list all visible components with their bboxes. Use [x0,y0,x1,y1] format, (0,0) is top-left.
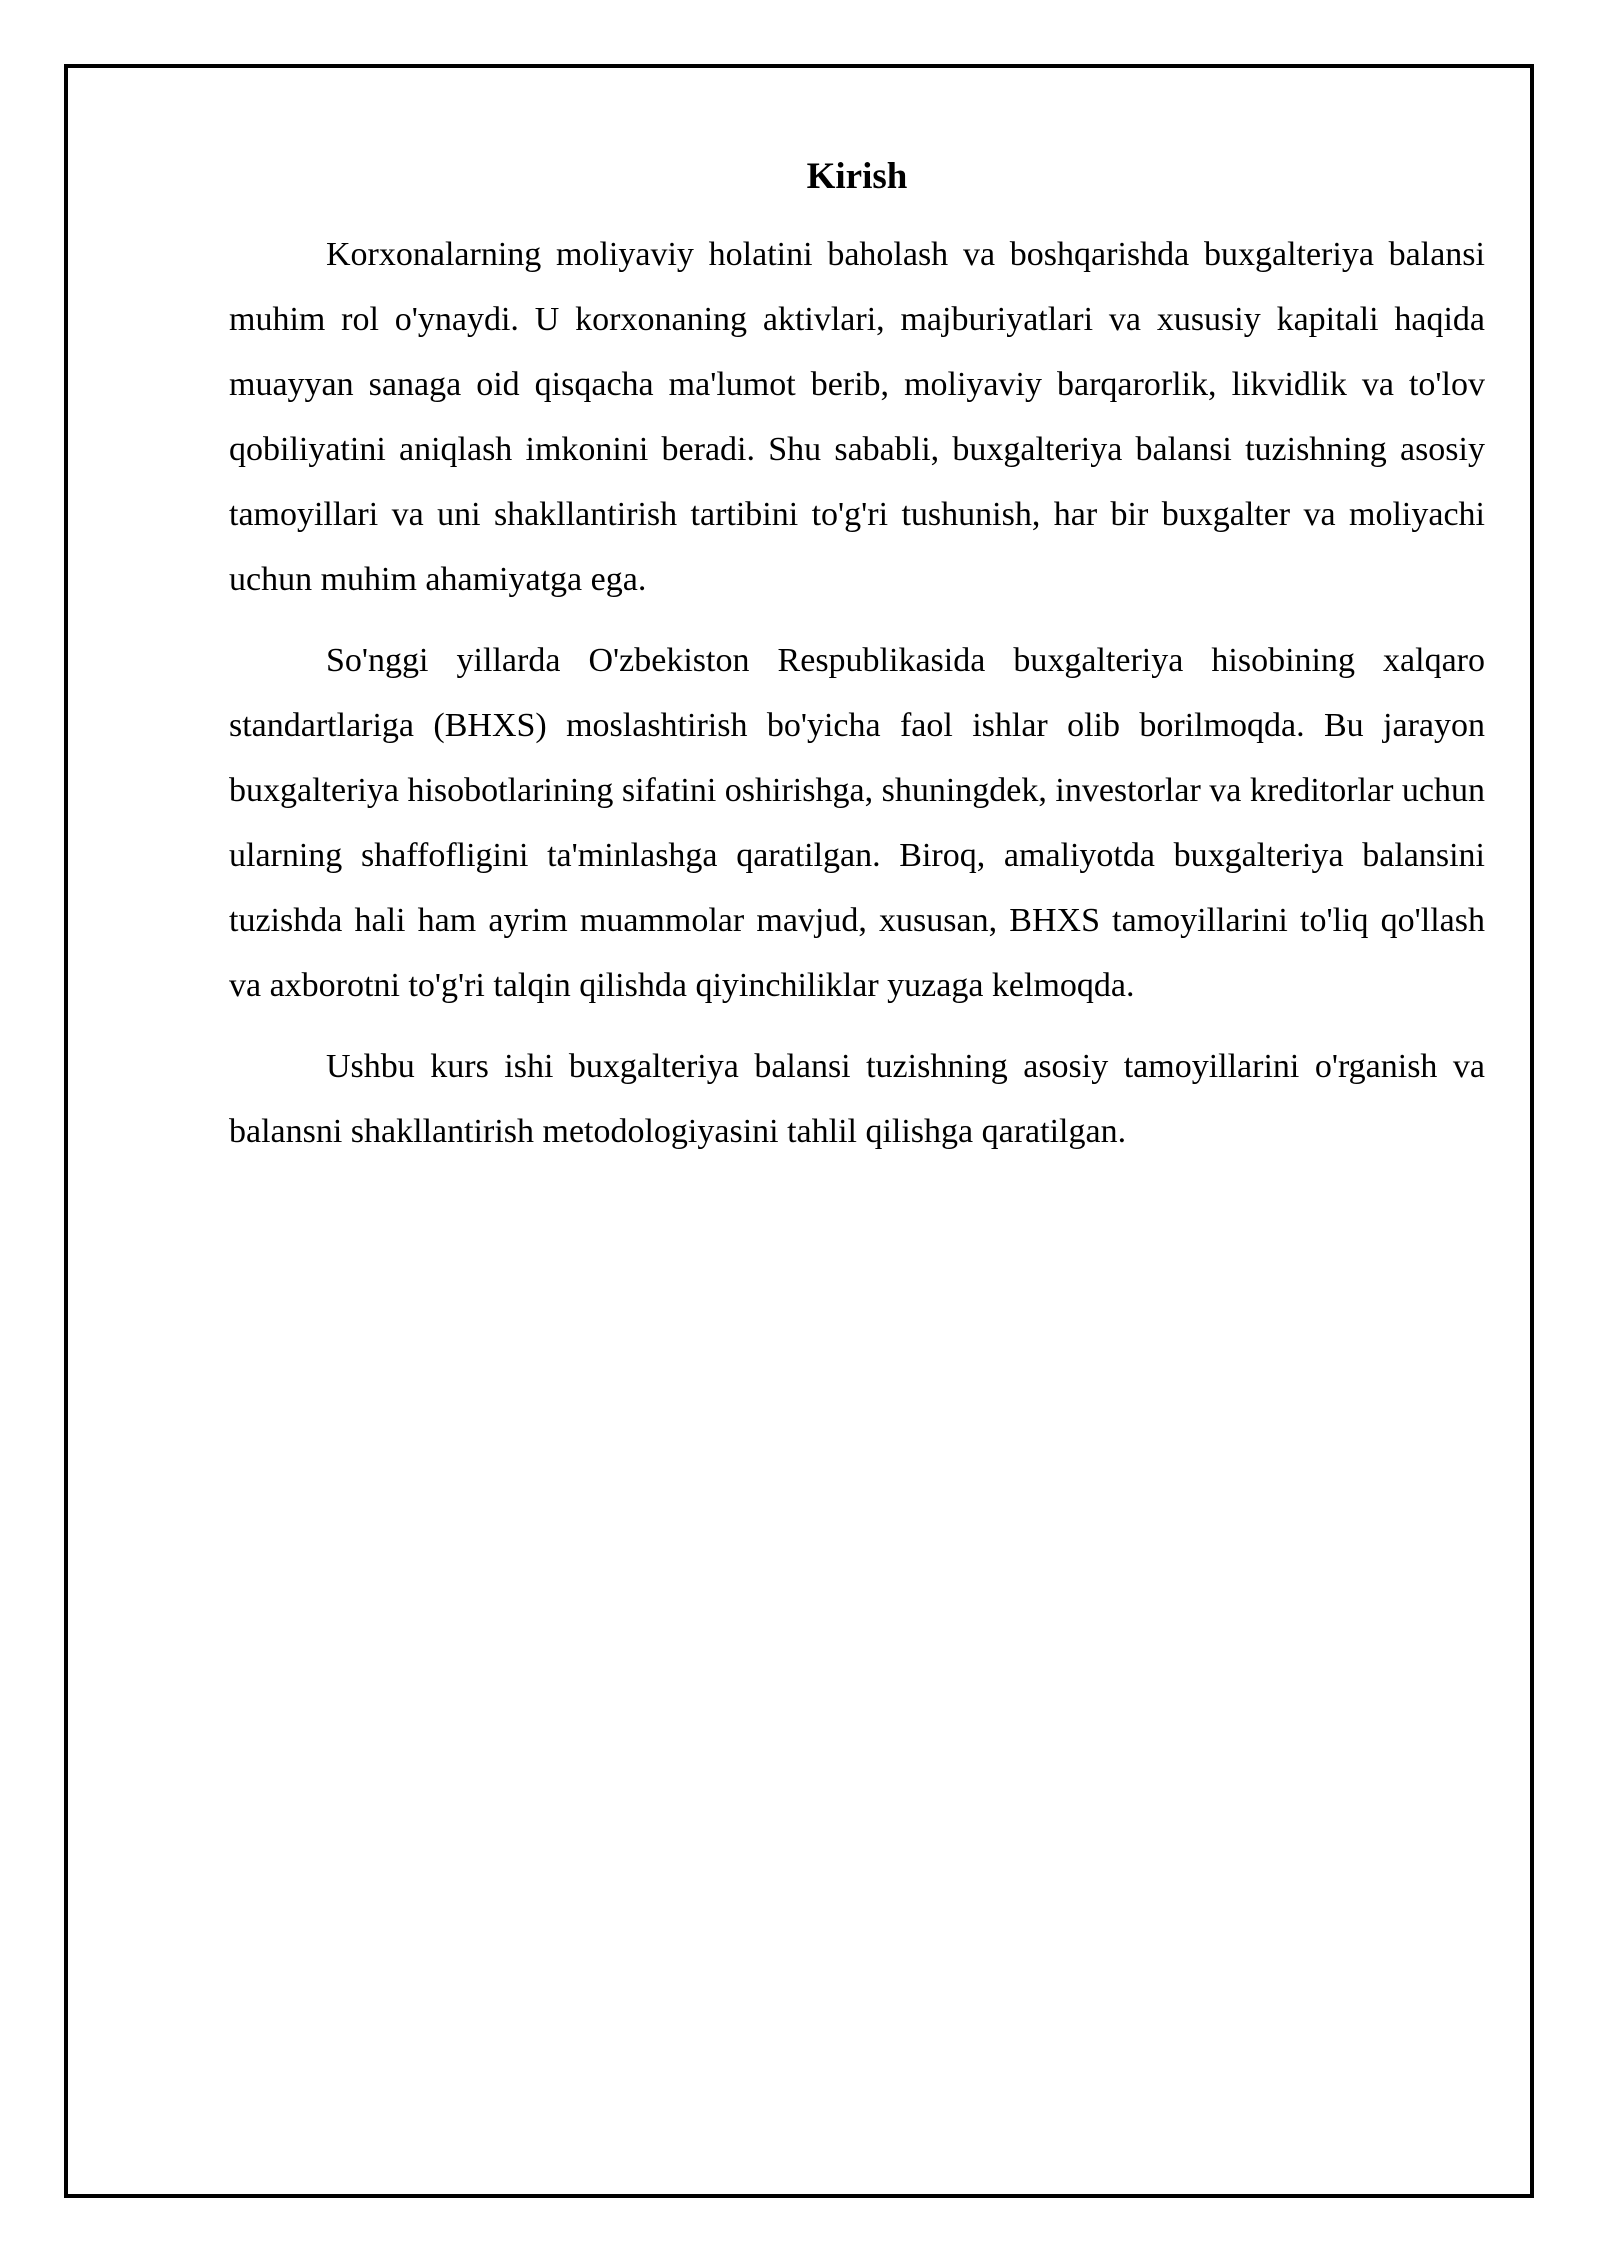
page-title: Kirish [806,156,908,197]
document-body [229,146,1485,1180]
paragraph-2: So'nggi yillarda O'zbekiston Respublikasida buxgalteriya hisobining xalqaro standartlariga (BHXS) moslashtirish bo'yicha faol ishlar olib borilmoqda. Bu jarayon buxgalteriya hisobotlarining sifatini oshirishga, shuningdek, investorlar va kreditorlar uchun ularning shaffofligini ta'minlashga qaratilgan. Biroq, amaliyotda buxgalteriya balansini tuzishda hali ham ayrim muammolar mavjud, xususan, BHXS tamoyillarini to'liq qo'llash va axborotni to'g'ri talqin qilishda qiyinchiliklar yuzaga kelmoqda. [229,642,1485,1004]
paragraph-3: Ushbu kurs ishi buxgalteriya balansi tuzishning asosiy tamoyillarini o'rganish va balansni shakllantirish metodologiyasini tahlil qilishga qaratilgan. [229,1048,1485,1150]
paragraph-1: Korxonalarning moliyaviy holatini baholash va boshqarishda buxgalteriya balansi muhim rol o'ynaydi. U korxonaning aktivlari, majburiyatlari va xususiy kapitali haqida muayyan sanaga oid qisqacha ma'lumot berib, moliyaviy barqarorlik, likvidlik va to'lov qobiliyatini aniqlash imkonini beradi. Shu sababli, buxgalteriya balansi tuzishning asosiy tamoyillari va uni shakllantirish tartibini to'g'ri tushunish, har bir buxgalter va moliyachi uchun muhim ahamiyatga ega. [229,236,1485,598]
